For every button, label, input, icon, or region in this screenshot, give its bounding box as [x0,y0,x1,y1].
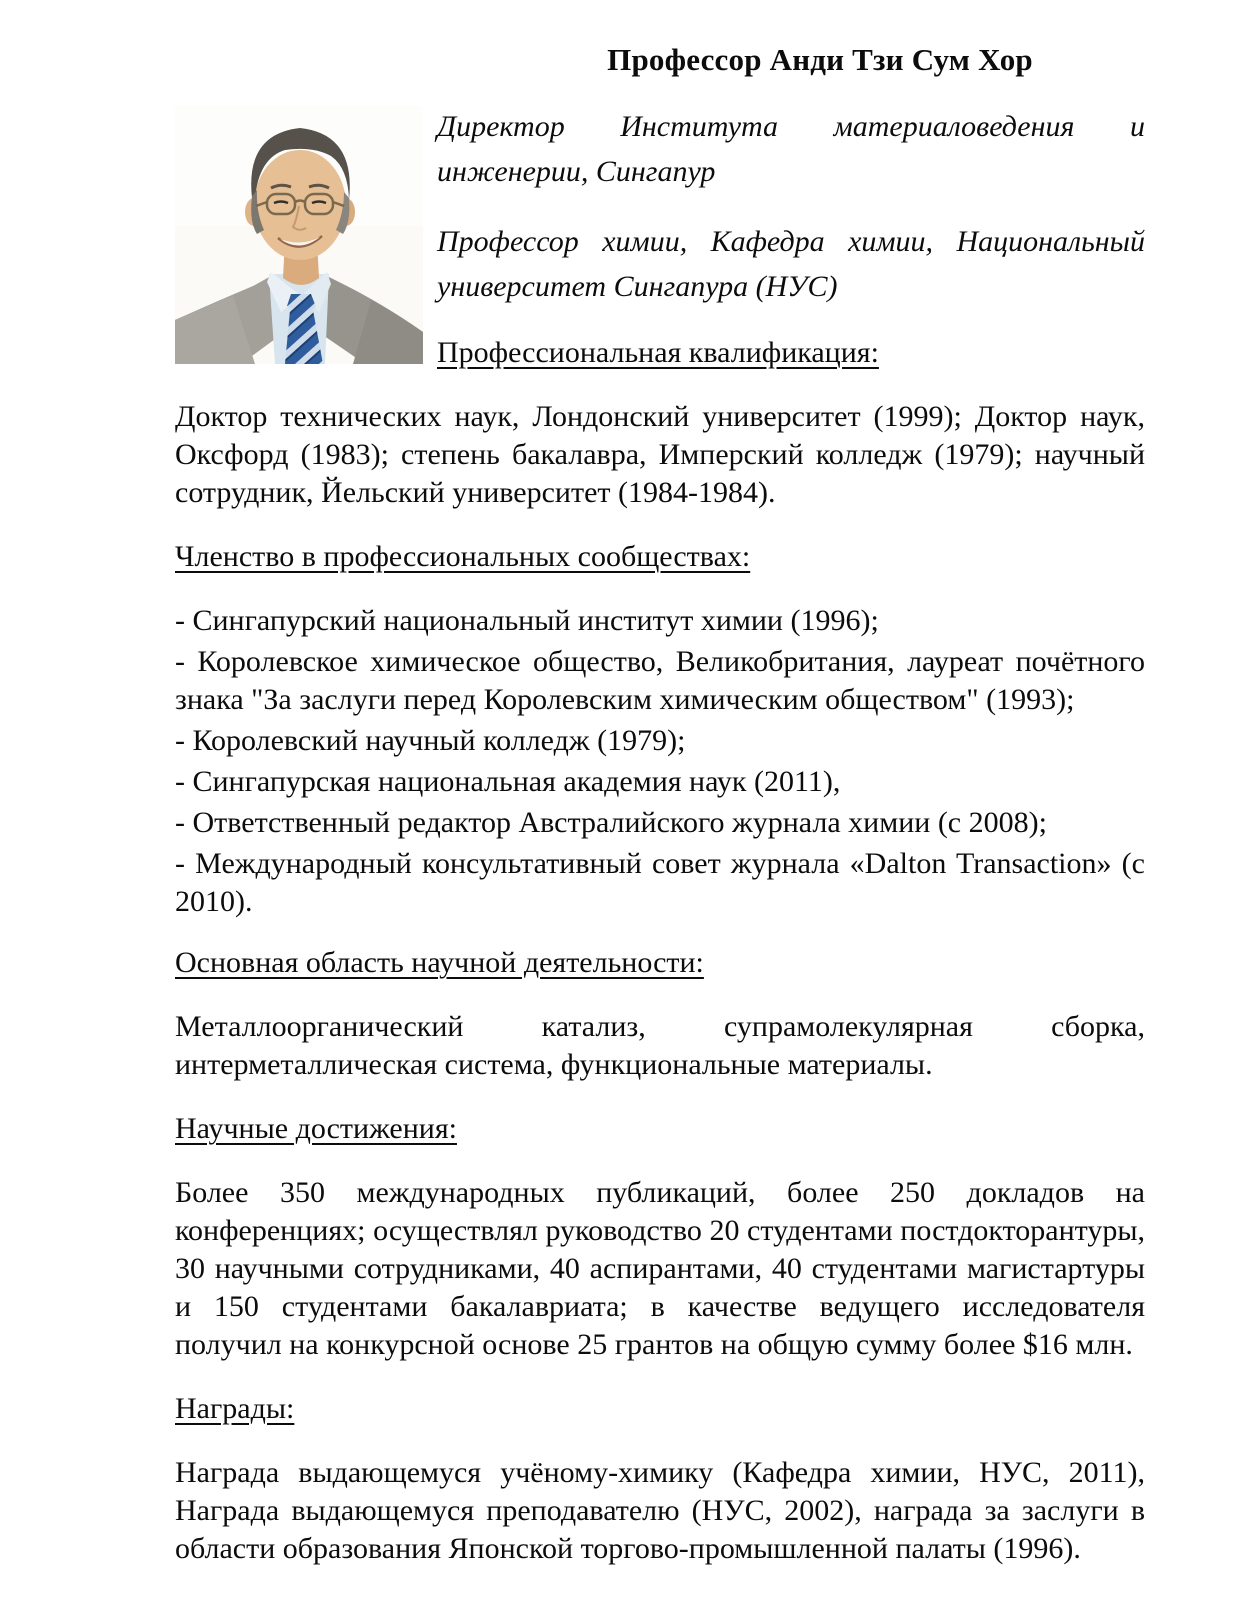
research-area-paragraph: Металлоорганический катализ, супрамолекулярная сборка, интерметаллическая система, функциональные материалы. [175,1010,1145,1081]
membership-item: - Сингапурская национальная академия наук (2011), [175,765,841,798]
role-director: Директор Института материаловедения и инженерии, Сингапур [437,110,1145,188]
section-heading-awards: Награды: [175,1392,295,1425]
membership-item: - Сингапурский национальный институт химии (1996); [175,604,879,637]
page-title: Профессор Анди Тзи Сум Хор [607,42,1033,77]
title-row [175,42,1145,78]
membership-item: - Королевское химическое общество, Великобритания, лауреат почётного знака "За заслуги перед Королевским химическим обществом" (1993); [175,645,1145,716]
membership-item: - Королевский научный колледж (1979); [175,724,686,757]
portrait-photo-graphic [175,106,423,364]
section-heading-qualification: Профессиональная квалификация: [437,336,879,369]
section-heading-membership: Членство в профессиональных сообществах: [175,540,751,573]
section-heading-research-area: Основная область научной деятельности: [175,946,704,979]
role-professor: Профессор химии, Кафедра химии, Национальный университет Сингапура (НУС) [437,225,1145,303]
section-heading-achievements: Научные достижения: [175,1112,457,1145]
portrait-photo [175,106,423,364]
membership-list [175,602,1145,921]
awards-paragraph: Награда выдающемуся учёному-химику (Кафедра химии, НУС, 2011), Награда выдающемуся преподавателю (НУС, 2002), награда за заслуги в области образования Японской торгово-промышленной палаты (1996). [175,1456,1145,1565]
membership-item: - Международный консультативный совет журнала «Dalton Transaction» (с 2010). [175,847,1145,918]
achievements-paragraph: Более 350 международных публикаций, более 250 докладов на конференциях; осуществлял руководство 20 студентами постдокторантуры, 30 научными сотрудниками, 40 аспирантами, 40 студентами магистартуры и 150 студентами бакалавриата; в качестве ведущего исследователя получил на конкурсной основе 25 грантов на общую сумму более $16 млн. [175,1176,1145,1361]
membership-item: - Ответственный редактор Австралийского журнала химии (с 2008); [175,806,1047,839]
qualification-paragraph: Доктор технических наук, Лондонский университет (1999); Доктор наук, Оксфорд (1983); степень бакалавра, Имперский колледж (1979); научный сотрудник, Йельский университет (1984-1984). [175,400,1145,509]
